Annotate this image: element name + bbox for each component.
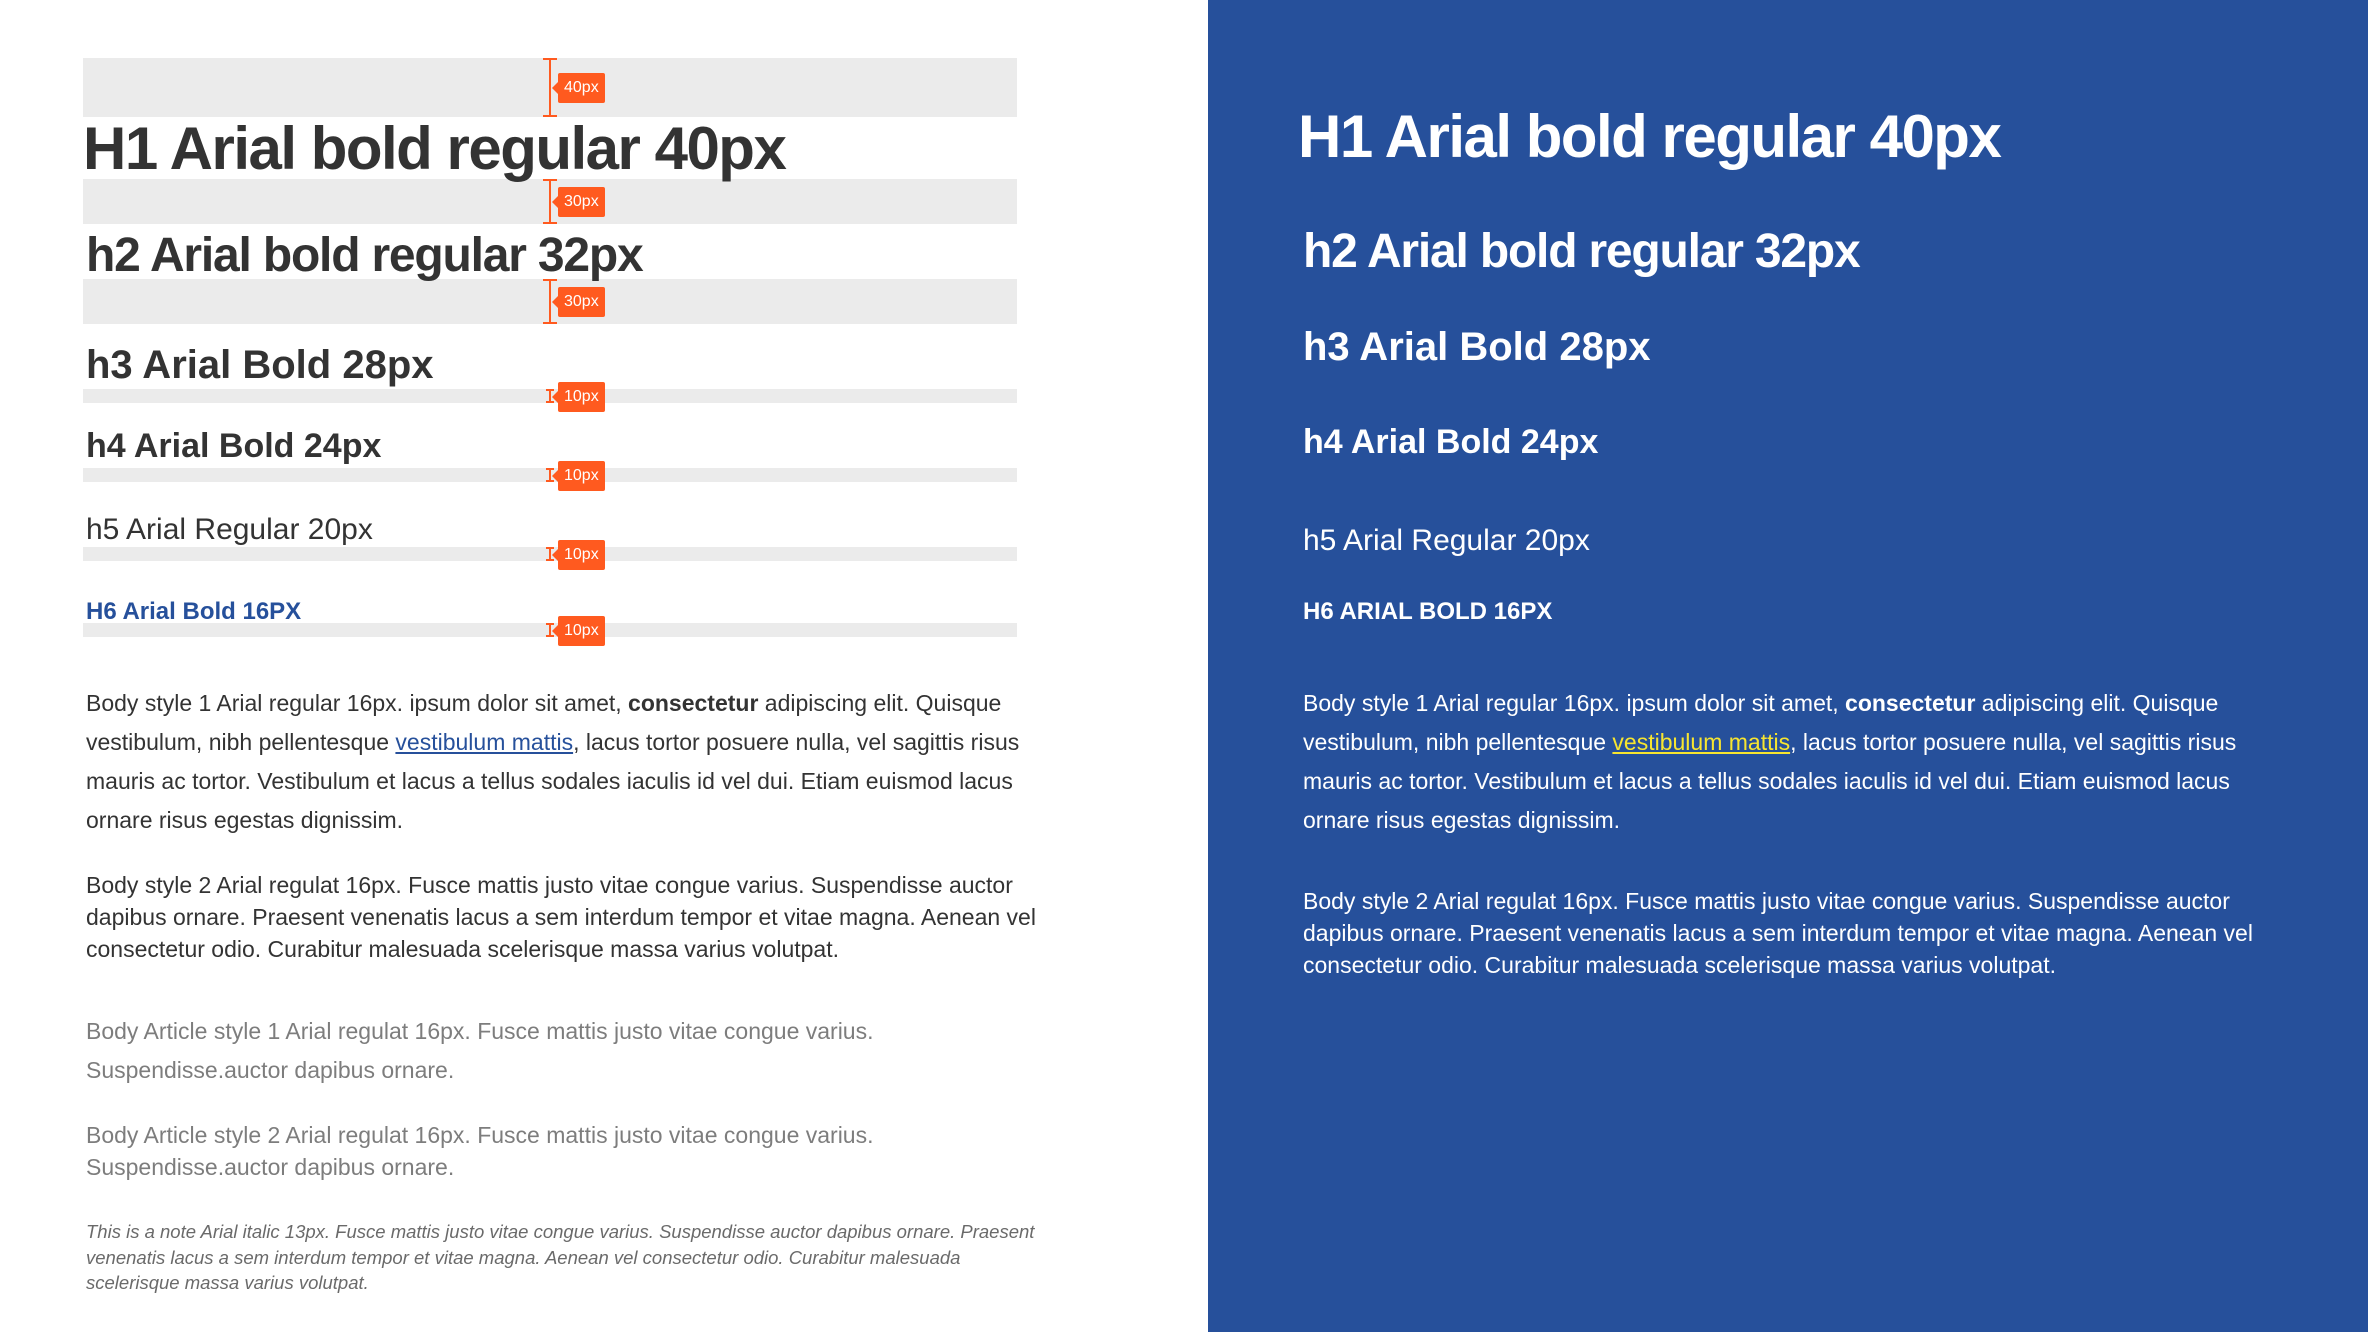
spacing-tag-10d: 10px [558,616,605,646]
h5-sample: h5 Arial Regular 20px [86,513,373,546]
h3-sample-inverse: h3 Arial Bold 28px [1303,325,1651,369]
spacing-tag-40: 40px [558,73,605,103]
h4-sample: h4 Arial Bold 24px [86,427,382,465]
h2-sample-inverse: h2 Arial bold regular 32px [1303,225,1860,278]
h6-sample-inverse: H6 ARIAL BOLD 16PX [1303,598,1553,625]
body-text: adipiscing elit. Quisque vestibulum, nibh pellentesque [86,690,1002,755]
h3-sample: h3 Arial Bold 28px [86,343,434,387]
body-text: adipiscing elit. Quisque vestibulum, nibh pellentesque [1303,690,2219,755]
body-link[interactable]: vestibulum mattis [395,729,574,755]
body-text: , lacus tortor posuere nulla, vel sagittis risus mauris ac tortor. Vestibulum et lacus a tellus sodales iaculis id vel dui. Etiam euismod lacus ornare risus egestas dignissim. [86,729,1020,833]
spacing-tag-10b: 10px [558,461,605,491]
h1-sample: H1 Arial bold regular 40px [83,115,786,182]
h2-sample: h2 Arial bold regular 32px [86,229,643,282]
measure-tick [543,58,557,60]
body-style-1-inverse [1303,684,2283,840]
measure-tick [543,222,557,224]
spacing-tag-30b: 30px [558,287,605,317]
body-text: Body style 1 Arial regular 16px. ipsum dolor sit amet, [86,690,629,716]
body-text: Body style 1 Arial regular 16px. ipsum dolor sit amet, [1303,690,1846,716]
body-bold-word: consectetur [628,690,759,716]
dark-specimen-panel [1208,0,2368,1332]
body-text: , lacus tortor posuere nulla, vel sagittis risus mauris ac tortor. Vestibulum et lacus a tellus sodales iaculis id vel dui. Etiam euismod lacus ornare risus egestas dignissim. [1303,729,2237,833]
measure-line-40 [549,58,551,117]
h1-sample-inverse: H1 Arial bold regular 40px [1298,103,2001,170]
spacing-tag-10c: 10px [558,540,605,570]
measure-tick [543,322,557,324]
body-article-style-1: Body Article style 1 Arial regulat 16px. Fusce mattis justo vitae congue varius. Suspendisse.auctor dapibus ornare. [86,1018,874,1083]
spacing-tag-10a: 10px [558,382,605,412]
body-bold-word: consectetur [1845,690,1976,716]
body-link-inverse[interactable]: vestibulum mattis [1612,729,1791,755]
measure-line-30a [549,179,551,224]
body-style-2-inverse: Body style 2 Arial regulat 16px. Fusce mattis justo vitae congue varius. Suspendisse auctor dapibus ornare. Praesent venenatis lacus a sem interdum tempor et vitae magna. Aenean vel consectetur odio. Curabitur malesuada scelerisque massa varius volutpat. [1303,888,2253,978]
measure-line-30b [549,279,551,324]
spacing-tag-30a: 30px [558,187,605,217]
h4-sample-inverse: h4 Arial Bold 24px [1303,423,1599,461]
body-style-2: Body style 2 Arial regulat 16px. Fusce mattis justo vitae congue varius. Suspendisse auctor dapibus ornare. Praesent venenatis lacus a sem interdum tempor et vitae magna. Aenean vel consectetur odio. Curabitur malesuada scelerisque massa varius volutpat. [86,872,1036,962]
body-article-style-2: Body Article style 2 Arial regulat 16px. Fusce mattis justo vitae congue varius. Suspendisse.auctor dapibus ornare. [86,1122,874,1180]
note-text: This is a note Arial italic 13px. Fusce mattis justo vitae congue varius. Suspendisse auctor dapibus ornare. Praesent venenatis lacus a sem interdum tempor et vitae magna. Aenean vel consectetur odio. Curabitur malesuada scelerisque massa varius volutpat. [86,1221,1035,1293]
body-style-1 [86,684,1066,840]
h6-sample: H6 Arial Bold 16PX [86,598,302,625]
h5-sample-inverse: h5 Arial Regular 20px [1303,524,1590,557]
